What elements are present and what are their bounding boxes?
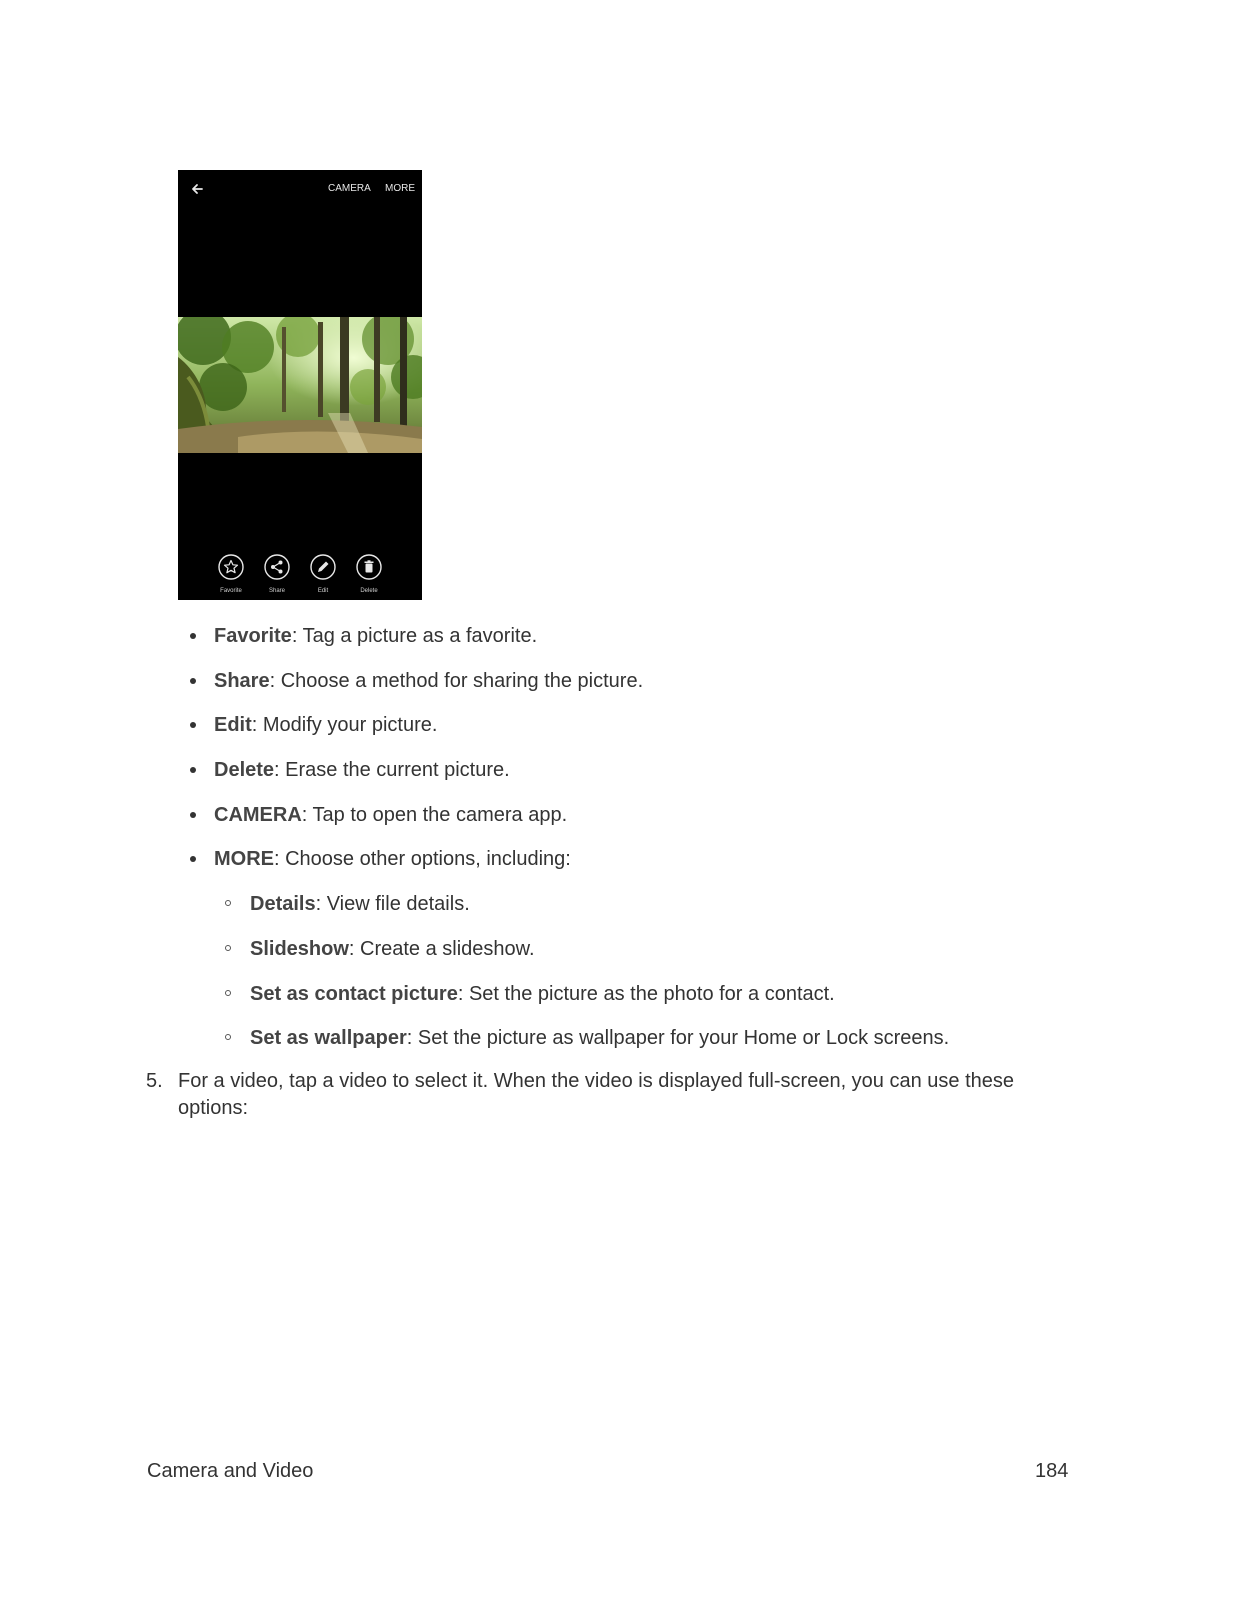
option-term: CAMERA xyxy=(214,803,302,826)
option-desc: : Tag a picture as a favorite. xyxy=(291,625,538,647)
bullet-dot xyxy=(190,722,196,728)
camera-action[interactable]: CAMERA xyxy=(328,183,371,194)
share-button[interactable] xyxy=(254,554,300,594)
option-term: MORE xyxy=(214,848,274,871)
step-text: For a video, tap a video to select it. When the video is displayed full-screen, you can use these options: xyxy=(178,1070,1015,1119)
favorite-label: Favorite xyxy=(220,588,242,594)
trash-icon xyxy=(356,554,382,580)
star-icon xyxy=(218,554,244,580)
back-arrow-icon[interactable] xyxy=(188,180,206,198)
delete-label: Delete xyxy=(360,588,378,594)
list-item xyxy=(190,711,1170,756)
pencil-icon xyxy=(310,554,336,580)
share-label: Share xyxy=(268,588,285,594)
option-term: Set as wallpaper xyxy=(250,1027,407,1050)
option-desc: : Set the picture as the photo for a contact. xyxy=(457,982,835,1005)
option-term: Favorite xyxy=(214,625,292,647)
bullet-dot xyxy=(190,633,196,639)
bullet-dot xyxy=(190,767,196,773)
edit-button[interactable] xyxy=(300,554,346,594)
sub-list-item xyxy=(190,1024,1170,1069)
gallery-screenshot xyxy=(178,170,422,600)
bullet-circle xyxy=(225,945,231,951)
list-item xyxy=(190,667,1170,712)
list-item xyxy=(190,622,1170,667)
sub-list-item xyxy=(190,890,1170,935)
bullet-dot xyxy=(190,812,196,818)
sub-list-item xyxy=(190,935,1170,980)
bullet-dot xyxy=(190,678,196,684)
gallery-bottom-bar xyxy=(178,550,422,600)
option-term: Share xyxy=(214,669,270,692)
option-desc: : Create a slideshow. xyxy=(348,937,535,960)
option-term: Details xyxy=(250,893,316,916)
option-desc: : Choose a method for sharing the picture. xyxy=(269,669,644,692)
footer-section-title: Camera and Video xyxy=(147,1460,314,1482)
option-desc: : View file details. xyxy=(315,893,470,916)
option-term: Slideshow xyxy=(250,937,349,960)
option-desc: : Modify your picture. xyxy=(251,714,438,737)
bullet-circle xyxy=(225,900,231,906)
footer-page-number: 184 xyxy=(1035,1460,1069,1482)
option-desc: : Erase the current picture. xyxy=(274,759,510,782)
more-action[interactable]: MORE xyxy=(385,183,415,194)
option-desc: : Choose other options, including: xyxy=(274,848,571,871)
option-term: Set as contact picture xyxy=(250,982,458,1005)
options-list xyxy=(190,622,1170,1069)
step-number: 5. xyxy=(146,1070,163,1092)
favorite-button[interactable] xyxy=(208,554,254,594)
option-desc: : Set the picture as wallpaper for your Home or Lock screens. xyxy=(406,1027,950,1050)
list-item xyxy=(190,845,1170,890)
delete-button[interactable] xyxy=(346,554,392,594)
option-desc: : Tap to open the camera app. xyxy=(301,803,568,826)
option-term: Delete xyxy=(214,759,275,782)
bullet-circle xyxy=(225,990,231,996)
bullet-dot xyxy=(190,856,196,862)
forest-photo xyxy=(178,317,422,453)
sub-list-item xyxy=(190,980,1170,1025)
share-icon xyxy=(264,554,290,580)
option-term: Edit xyxy=(214,714,252,737)
list-item xyxy=(190,756,1170,801)
gallery-top-bar xyxy=(178,170,422,210)
edit-label: Edit xyxy=(317,588,329,594)
list-item xyxy=(190,801,1170,846)
bullet-circle xyxy=(225,1034,231,1040)
